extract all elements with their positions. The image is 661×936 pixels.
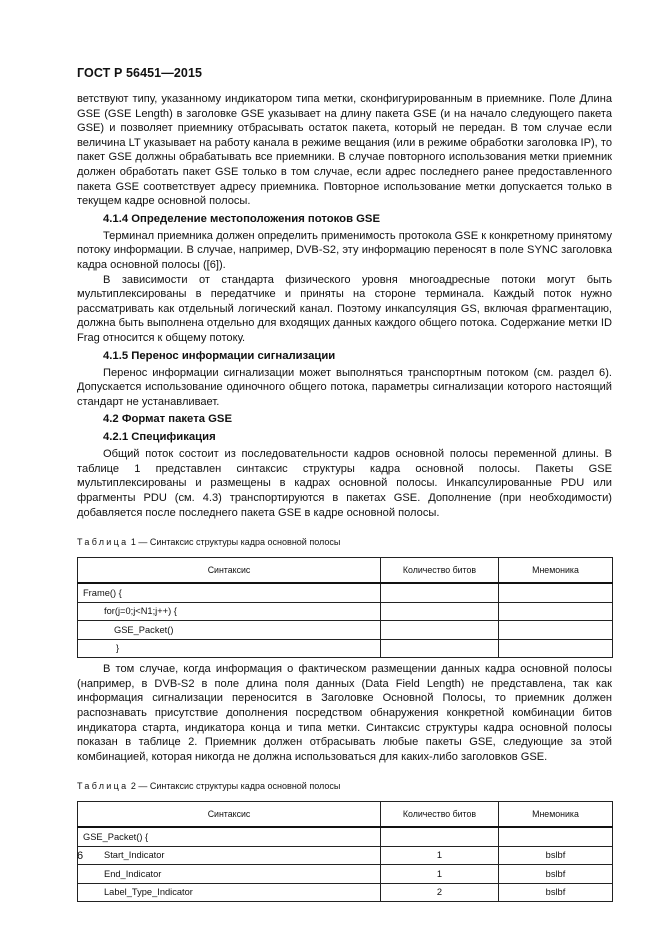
column-header-syntax: Синтаксис [78, 558, 381, 584]
cell-syntax: GSE_Packet() [78, 621, 381, 640]
document-id-header: ГОСТ Р 56451—2015 [77, 66, 203, 80]
table-2-gse-packet-syntax [77, 801, 613, 902]
paragraph: Общий поток состоит из последовательности кадров основной полосы переменной длины. В таблице 1 представлен синтаксис структуры кадра основной полосы. Пакеты GSE мультиплексированы и размещены в кадрах основной полосы. Инкапсулированные PDU или фрагменты PDU (см. 4.3) транспортируются в пакетах GSE. Дополнение (при необходимости) добавляется после последнего пакета GSE в кадре основной полосы. [77, 448, 612, 519]
cell-syntax: } [78, 639, 381, 658]
column-header-bits: Количество битов [381, 558, 499, 584]
paragraph: В зависимости от стандарта физического уровня многоадресные потоки могут быть мультиплексированы в передатчике и приняты на стороне терминала. Каждый поток нужно рассматривать как отдельный логический канал. Поэтому инкапсуляция GS, включая фрагментацию, должна быть выполнена отдельно для входящих данных каждого общего потока. Содержание метки ID Frag относится к общему потоку. [77, 273, 612, 344]
table-caption-label: Таблица [77, 781, 129, 792]
paragraph: Терминал приемника должен определить применимость протокола GSE к конкретному принятому потоку информации. В случае, например, DVB-S2, эту информацию переносят в поле SYNC заголовка кадра основной полосы ([6]). [77, 229, 612, 271]
page-number: 6 [77, 850, 84, 862]
table-row [78, 583, 613, 602]
table-row [78, 602, 613, 621]
cell-bits [381, 827, 499, 846]
table-caption-text: 2 — Синтаксис структуры кадра основной полосы [128, 781, 341, 792]
table-row [78, 827, 613, 846]
cell-bits [381, 639, 499, 658]
document-body [77, 92, 612, 902]
column-header-mnemonic: Мнемоника [499, 802, 613, 828]
cell-syntax: Label_Type_Indicator [78, 883, 381, 902]
column-header-bits: Количество битов [381, 802, 499, 828]
table-row [78, 865, 613, 884]
cell-bits: 1 [381, 865, 499, 884]
section-heading-4-1-5: 4.1.5 Перенос информации сигнализации [103, 349, 336, 362]
table-1-caption [77, 536, 612, 548]
cell-mnemonic [499, 639, 613, 658]
table-caption-label: Таблица [77, 537, 129, 548]
cell-mnemonic [499, 621, 613, 640]
cell-mnemonic [499, 602, 613, 621]
cell-bits: 2 [381, 883, 499, 902]
paragraph: В том случае, когда информация о фактическом размещении данных кадра основной полосы (например, в DVB-S2 в поле длина поля данных (Data Field Length) не представлена, так как информация сигнализации переносится в Заголовке Основной Полосы, то приемник должен распознавать присутствие дополнения посредством обнаружения конкретной комбинации битов индикатора старта, индикатора конца и типа метки. Синтаксис структуры кадра основной полосы показан в таблице 2. Приемник должен отбрасывать любые пакеты GSE, следующие за этой комбинацией, которая никогда не должна использоваться для каких-либо заголовков GSE. [77, 663, 612, 763]
table-2-caption [77, 780, 612, 792]
cell-bits [381, 602, 499, 621]
cell-mnemonic: bslbf [499, 846, 613, 865]
table-header-row [78, 802, 613, 828]
section-heading-4-1-4: 4.1.4 Определение местоположения потоков GSE [103, 212, 381, 225]
cell-bits [381, 583, 499, 602]
cell-syntax: Start_Indicator [78, 846, 381, 865]
cell-mnemonic: bslbf [499, 865, 613, 884]
cell-mnemonic [499, 827, 613, 846]
table-row [78, 639, 613, 658]
cell-syntax: GSE_Packet() { [78, 827, 381, 846]
cell-bits [381, 621, 499, 640]
paragraph-continuation: ветствуют типу, указанному индикатором типа метки, сконфигурированным в приемнике. Поле Длина GSE (GSE Length) в заголовке GSE указывает на длину пакета GSE (и на начало следующего пакета GSE) и позволяет приемнику отбрасывать остаток пакета, который не передан. В том случае если величина LT указывает на работу канала в режиме вещания (или в режиме обработки заголовка IP), то пакет GSE должны обрабатывать все приемники. В случае повторного использования метки приемник должен обработать пакет GSE только в том случае, если адрес последнего ранее предоставленного пакета GSE соответствует адресу приемника. Повторное использование метки допускается только в текущем кадре основной полосы. [77, 93, 612, 208]
column-header-mnemonic: Мнемоника [499, 558, 613, 584]
paragraph: Перенос информации сигнализации может выполняться транспортным потоком (см. раздел 6). Допускается использование одиночного общего потока, параметры сигнализации которого настоящий стандарт не устанавливает. [77, 366, 612, 408]
table-caption-text: 1 — Синтаксис структуры кадра основной полосы [128, 537, 341, 548]
table-row [78, 846, 613, 865]
cell-mnemonic: bslbf [499, 883, 613, 902]
cell-syntax: for(j=0;j<N1;j++) { [78, 602, 381, 621]
table-1-frame-syntax [77, 557, 613, 658]
table-row [78, 883, 613, 902]
section-heading-4-2-1: 4.2.1 Спецификация [103, 431, 216, 444]
cell-bits: 1 [381, 846, 499, 865]
table-header-row [78, 558, 613, 584]
cell-syntax: Frame() { [78, 583, 381, 602]
cell-syntax: End_Indicator [78, 865, 381, 884]
section-heading-4-2: 4.2 Формат пакета GSE [103, 413, 233, 426]
cell-mnemonic [499, 583, 613, 602]
table-row [78, 621, 613, 640]
column-header-syntax: Синтаксис [78, 802, 381, 828]
